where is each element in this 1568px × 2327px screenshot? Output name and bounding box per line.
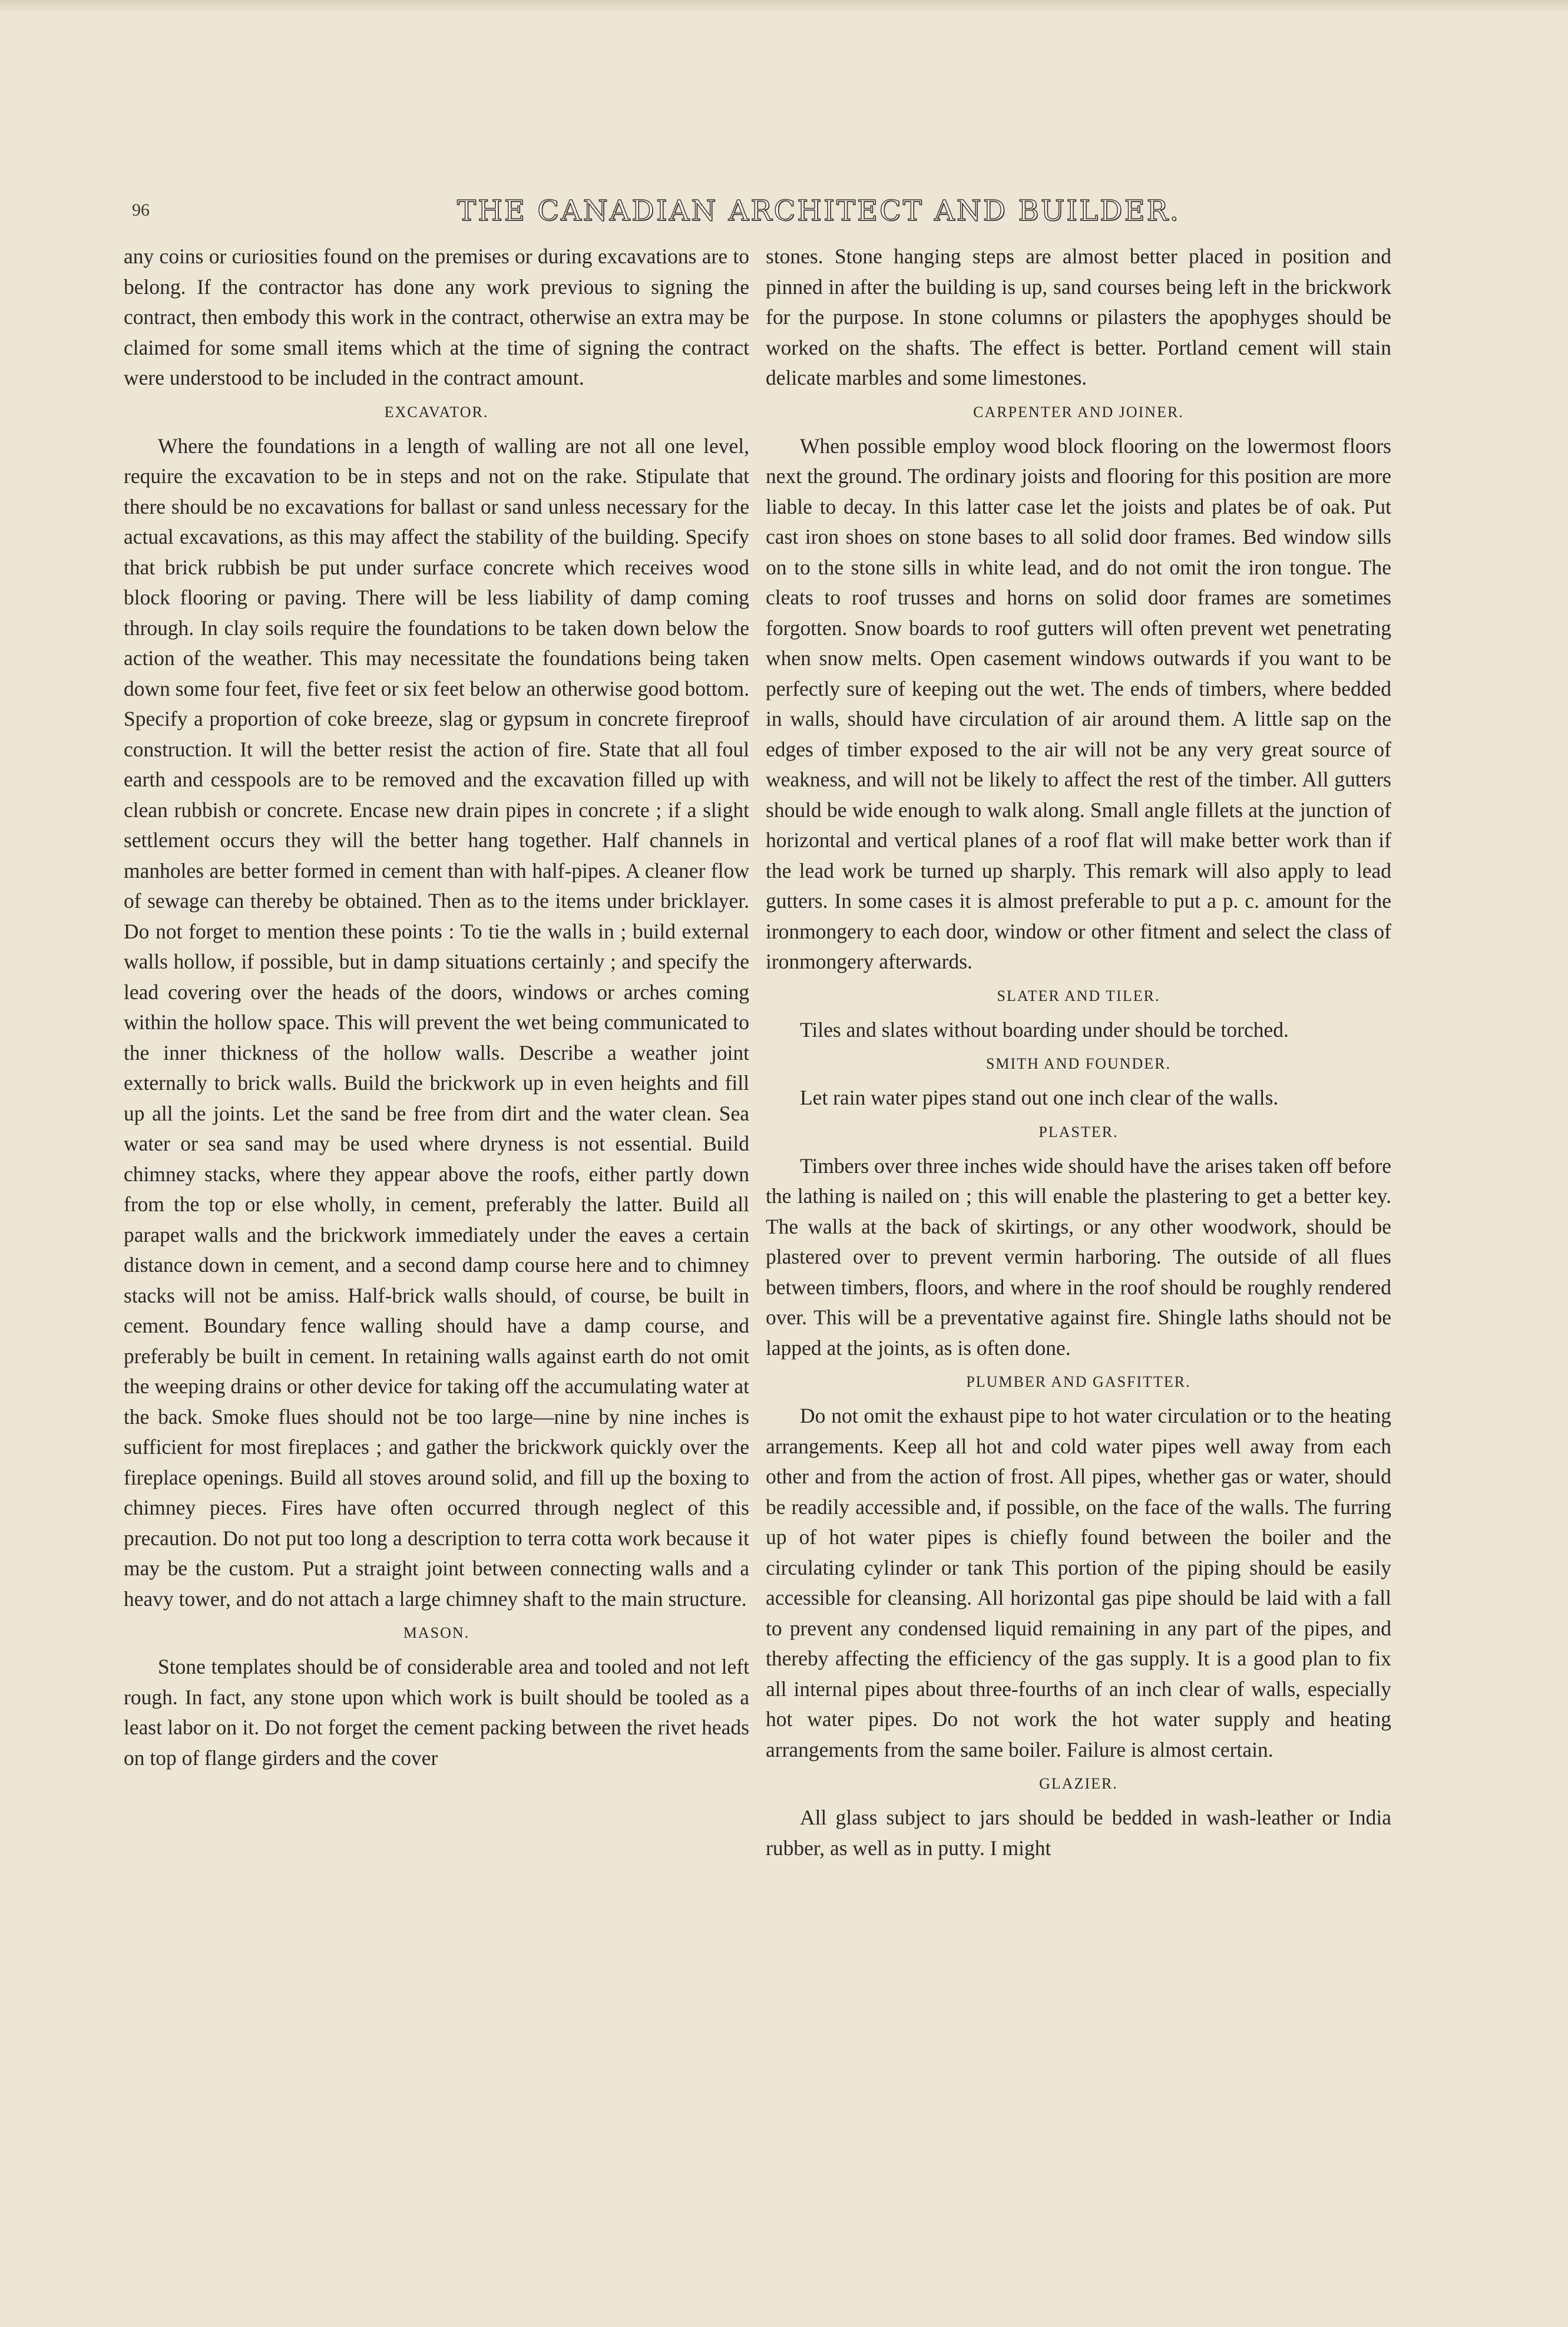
section-heading-plaster: PLASTER.: [1038, 1123, 1119, 1141]
section-heading-slater: SLATER AND TILER.: [997, 987, 1160, 1004]
page-top-edge: [0, 0, 1568, 13]
paragraph-plumber: Do not omit the exhaust pipe to hot water circulation or to the heating arrangements. Keep all hot and cold water pipes well away from each other and from the action of frost. All pipes, whether gas or water, should be readily accessible and, if possible, on the face of the walls. The furring up of hot water pipes is chiefly found between the boiler and the circulating cylinder or tank This portion of the piping should be easily accessible for cleansing. All horizontal gas pipe should be laid with a fall to prevent any condensed liquid remaining in any part of the pipes, and thereby affecting the efficiency of the gas supply. It is a good plan to fix all internal pipes about three-fourths of an inch clear of walls, especially hot water pipes. Do not work the hot water supply and heating arrangements from the same boiler. Failure is almost certain.: [766, 1404, 1391, 1761]
section-heading-smith: SMITH AND FOUNDER.: [985, 1055, 1172, 1072]
journal-title: THE CANADIAN ARCHITECT AND BUILDER.: [457, 194, 1180, 227]
paragraph-excavator: Where the foundations in a length of walling are not all one level, require the excavation to be in steps and not on the rake. Stipulate that there should be no excavations for ballast or sand unless necessary for the actual excavations, as this may affect the stability of the building. Specify that brick rubbish be put under surface concrete which receives wood block flooring or paving. There will be less liability of damp coming through. In clay soils require the foundations to be taken down below the action of the weather. This may necessitate the foundations being taken down some four feet, five feet or six feet below an otherwise good bottom. Specify a proportion of coke breeze, slag or gypsum in concrete fireproof construction. It will the better resist the action of fire. State that all foul earth and cesspools are to be removed and the excavation filled up with clean rubbish or concrete. Encase new drain pipes in concrete ; if a slight settlement occurs they will the better hang together. Half channels in manholes are better formed in cement than with half-pipes. A cleaner flow of sewage can thereby be obtained. Then as to the items under bricklayer. Do not forget to mention these points : To tie the walls in ; build external walls hollow, if possible, but in damp situations certainly ; and specify the lead covering over the heads of the doors, windows or arches coming within the hollow space. This will prevent the wet being communicated to the inner thickness of the hollow walls. Describe a weather joint externally to brick walls. Build the brickwork up in even heights and fill up all the joints. Let the sand be free from dirt and the water clean. Sea water or sea sand may be used where dryness is not essential. Build chimney stacks, where they appear above the roofs, either partly down from the top or else wholly, in cement, preferably the latter. Build all parapet walls and the brickwork immediately under the eaves a certain distance down in cement, and a second damp course here and to chimney stacks will not be amiss. Half-brick walls should, of course, be built in cement. Boundary fence walling should have a damp course, and preferably be built in cement. In retaining walls against earth do not omit the weeping drains or other device for taking off the accumulating water at the back. Smoke flues should not be too large—nine by nine inches is sufficient for most fireplaces ; and gather the brickwork quickly over the fireplace openings. Build all stoves around solid, and fill up the boxing to chimney pieces. Fires have often occurred through neglect of this precaution. Do not put too long a description to terra cotta work because it may be the custom. Put a straight joint between connecting walls and a heavy tower, and do not attach a large chimney shaft to the main structure.: [124, 434, 749, 1611]
paragraph-slater: Tiles and slates without boarding under should be torched.: [800, 1017, 1289, 1042]
section-heading-glazier: GLAZIER.: [1039, 1775, 1118, 1792]
section-heading-plumber: PLUMBER AND GASFITTER.: [966, 1373, 1191, 1390]
section-heading-carpenter: CARPENTER AND JOINER.: [973, 403, 1184, 421]
section-heading-mason: MASON.: [403, 1624, 470, 1641]
paragraph-carpenter: When possible employ wood block flooring on the lowermost floors next the ground. The ordinary joists and flooring for this position are more liable to decay. In this latter case let the joists and plates be of oak. Put cast iron shoes on stone bases to all solid door frames. Bed window sills on to the stone sills in white lead, and do not omit the iron tongue. The cleats to roof trusses and horns on solid door frames are sometimes forgotten. Snow boards to roof gutters will often prevent wet penetrating when snow melts. Open casement windows outwards if you want to be perfectly sure of keeping out the wet. The ends of timbers, where bedded in walls, should have circulation of air around them. A little sap on the edges of timber exposed to the air will not be any very great source of weakness, and will not be likely to affect the rest of the timber. All gutters should be wide enough to walk along. Small angle fillets at the junction of horizontal and vertical planes of a roof flat will make better work than if the lead work be turned up sharply. This remark will also apply to lead gutters. In some cases it is almost preferable to put a p. c. amount for the ironmongery to each door, window or other fitment and select the class of ironmongery afterwards.: [766, 434, 1391, 973]
left-column: [124, 242, 749, 1773]
paragraph-intro-continued: any coins or curiosities found on the premises or during excavations are to belong. If the contractor has done any work previous to signing the contract, then embody this work in the contract, otherwise an extra may be claimed for some small items which at the time of signing the contract were understood to be included in the contract amount.: [124, 244, 749, 389]
paragraph-plaster: Timbers over three inches wide should have the arises taken off before the lathing is nailed on ; this will enable the plastering to get a better key. The walls at the back of skirtings, or any other woodwork, should be plastered over to prevent vermin harboring. The outside of all flues between timbers, floors, and where in the roof should be roughly rendered over. This will be a preventative against fire. Shingle laths should not be lapped at the joints, as is often done.: [766, 1153, 1391, 1360]
paragraph-mason-continued: stones. Stone hanging steps are almost better placed in position and pinned in after the building is up, sand courses being left in the brickwork for the purpose. In stone columns or pilasters the apophyges should be worked on the shafts. The effect is better. Portland cement will stain delicate marbles and some limestones.: [766, 244, 1391, 389]
page-number: 96: [132, 200, 150, 220]
page-header: [124, 190, 1437, 237]
paragraph-glazier: All glass subject to jars should be bedded in wash-leather or India rubber, as well as in putty. I might: [766, 1806, 1391, 1860]
right-column: [766, 242, 1391, 1863]
paragraph-smith: Let rain water pipes stand out one inch clear of the walls.: [800, 1086, 1279, 1109]
section-heading-excavator: EXCAVATOR.: [384, 403, 489, 421]
paragraph-mason: Stone templates should be of considerable area and tooled and not left rough. In fact, any stone upon which work is built should be tooled as a least labor on it. Do not forget the cement packing between the rivet heads on top of flange girders and the cover: [124, 1655, 749, 1770]
